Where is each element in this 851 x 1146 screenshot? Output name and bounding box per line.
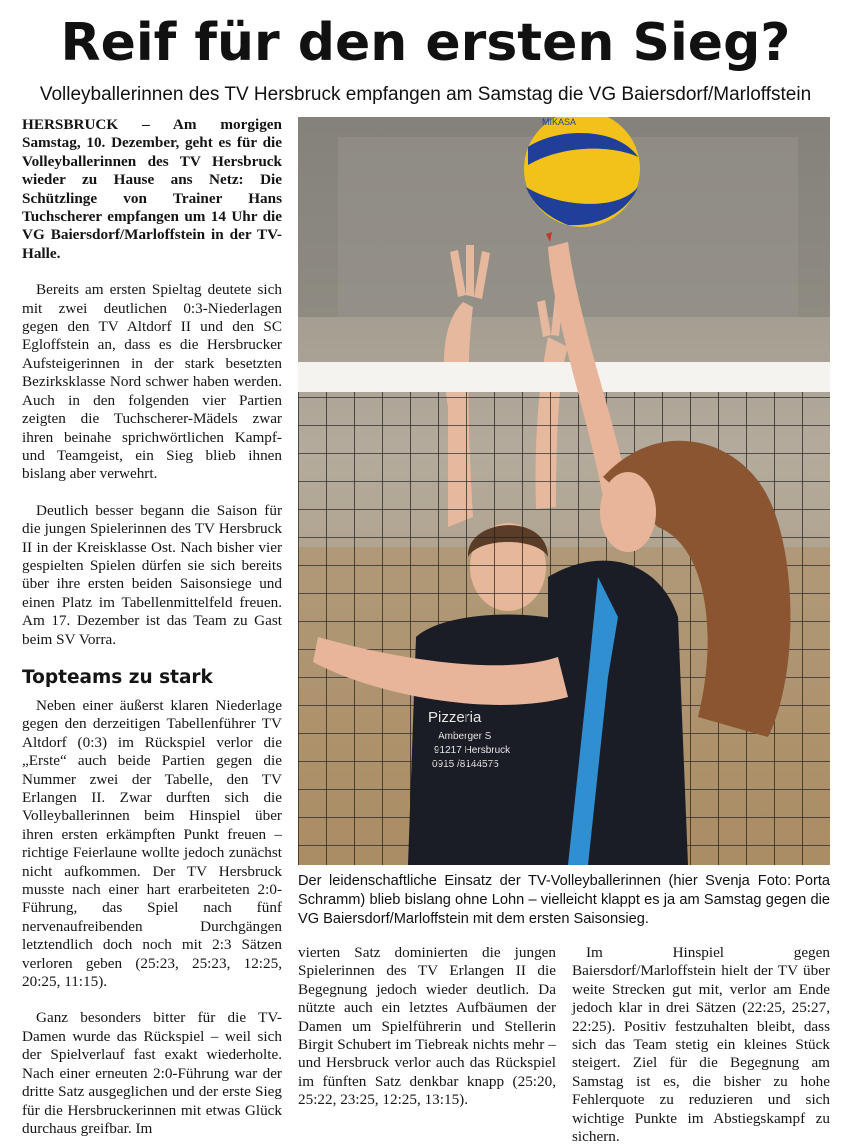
article-column-middle — [298, 944, 556, 1129]
caption-text: Der leidenschaftliche Einsatz der TV-Volleyballerinnen (hier Svenja Schramm) blieb bislang ohne Lohn – vielleicht klappt es ja am Samstag gegen die VG Baiersdorf/Marloffstein mit dem ersten Saisonsieg. — [298, 873, 830, 927]
photo-caption — [298, 872, 830, 929]
section-subheading: Topteams zu stark — [22, 666, 213, 688]
subheadline: Volleyballerinnen des TV Hersbruck empfangen am Samstag die VG Baiersdorf/Marloffstein — [39, 84, 812, 105]
body-paragraph: Bereits am ersten Spieltag deutete sich mit zwei deutlichen 0:3-Niederlagen gegen den TV Altdorf II und den SC Egloffstein an, dass es die Hersbrucker Aufsteigerinnen in der stark besetzten Bezirksklasse Nord schwer haben werden. Auch in den folgenden vier Partien zeigten die Tuchscherer-Mädels zwar ihren beinahe sprichwörtlichen Kampf- und Teamgeist, ein Sieg blieb ihnen bislang aber verwehrt. — [22, 281, 282, 483]
net-top-band — [298, 362, 830, 392]
article-column-left — [22, 116, 282, 1137]
article-photo — [298, 117, 830, 865]
photo-credit: Foto: Porta — [757, 873, 830, 889]
headline: Reif für den ersten Sieg? — [60, 13, 791, 73]
ball-brand-text: MIKASA — [542, 117, 577, 127]
volleyball-photo-illustration — [298, 117, 830, 865]
body-paragraph: Ganz besonders bitter für die TV-Damen wurde das Rückspiel – weil sich der Spielverlauf fast exakt wiederholte. Nach einer erneuten 2:0-Führung war der dritte Satz ausgeglichen und der erste Sieg für die Hersbruckerinnen mit etwas Glück durchaus greifbar. Im — [22, 1009, 282, 1137]
body-paragraph: Neben einer äußerst klaren Niederlage gegen den derzeitigen Tabellenführer TV Altdorf (0:3) im Rückspiel verlor die „Erste“ auch beide Partien gegen die Nummer zwei der Tabelle, den TV Erlangen II. Zwar durften sich die Volleyballerinnen beim Hinspiel über ihren ersten erkämpften Punkt freuen – richtige Feierlaune wollte jedoch zunächst nicht aufkommen. Der TV Hersbruck musste nach einer hart erarbeiteten 2:0-Führung, das Spiel nach fünf nervenaufreibenden Durchgängen letztendlich doch noch mit 2:3 Sätzen verloren geben (25:23, 25:23, 12:25, 20:25, 11:15). — [22, 696, 282, 991]
article-column-right — [572, 944, 830, 1146]
body-paragraph: Im Hinspiel gegen Baiersdorf/Marloffstein hielt der TV über weite Strecken gut mit, verlor am Ende jedoch klar in drei Sätzen (22:25, 25:27, 22:25). Positiv festzuhalten bleibt, dass sich das Team stetig ein kleines Stück steigert. Ziel für die Begegnung am Samstag ist es, die bisher zu hohe Fehlerquote zu reduzieren und sich wichtige Punkte im Abstiegskampf zu sichern. — [572, 944, 830, 1146]
lead-paragraph: HERSBRUCK – Am morgigen Samstag, 10. Dezember, geht es für die Volleyballerinnen des TV Hersbruck wieder zu Hause ans Netz: Die Schützlinge von Trainer Hans Tuchscherer empfangen um 14 Uhr die VG Baiersdorf/Marloffstein in der TV-Halle. — [22, 116, 282, 262]
body-paragraph: Deutlich besser begann die Saison für die jungen Spielerinnen des TV Hersbruck II in der Kreisklasse Ost. Nach bisher vier gespielten Spielen dürfen sie sich bereits über ihre ersten beiden Saisonsiege und einen Platz im Tabellenmittelfeld freuen. Am 17. Dezember ist das Team zu Gast beim SV Vorra. — [22, 501, 282, 648]
body-paragraph: vierten Satz dominierten die jungen Spielerinnen des TV Erlangen II die Begegnung jedoch wieder deutlich. Da nützte auch ein letztes Aufbäumen der Damen um Spielführerin und Stellerin Birgit Schubert im Tiebreak nichts mehr – und Hersbruck verlor auch das Rückspiel im fünften Satz denkbar knapp (25:20, 25:22, 23:25, 12:25, 13:15). — [298, 944, 556, 1109]
